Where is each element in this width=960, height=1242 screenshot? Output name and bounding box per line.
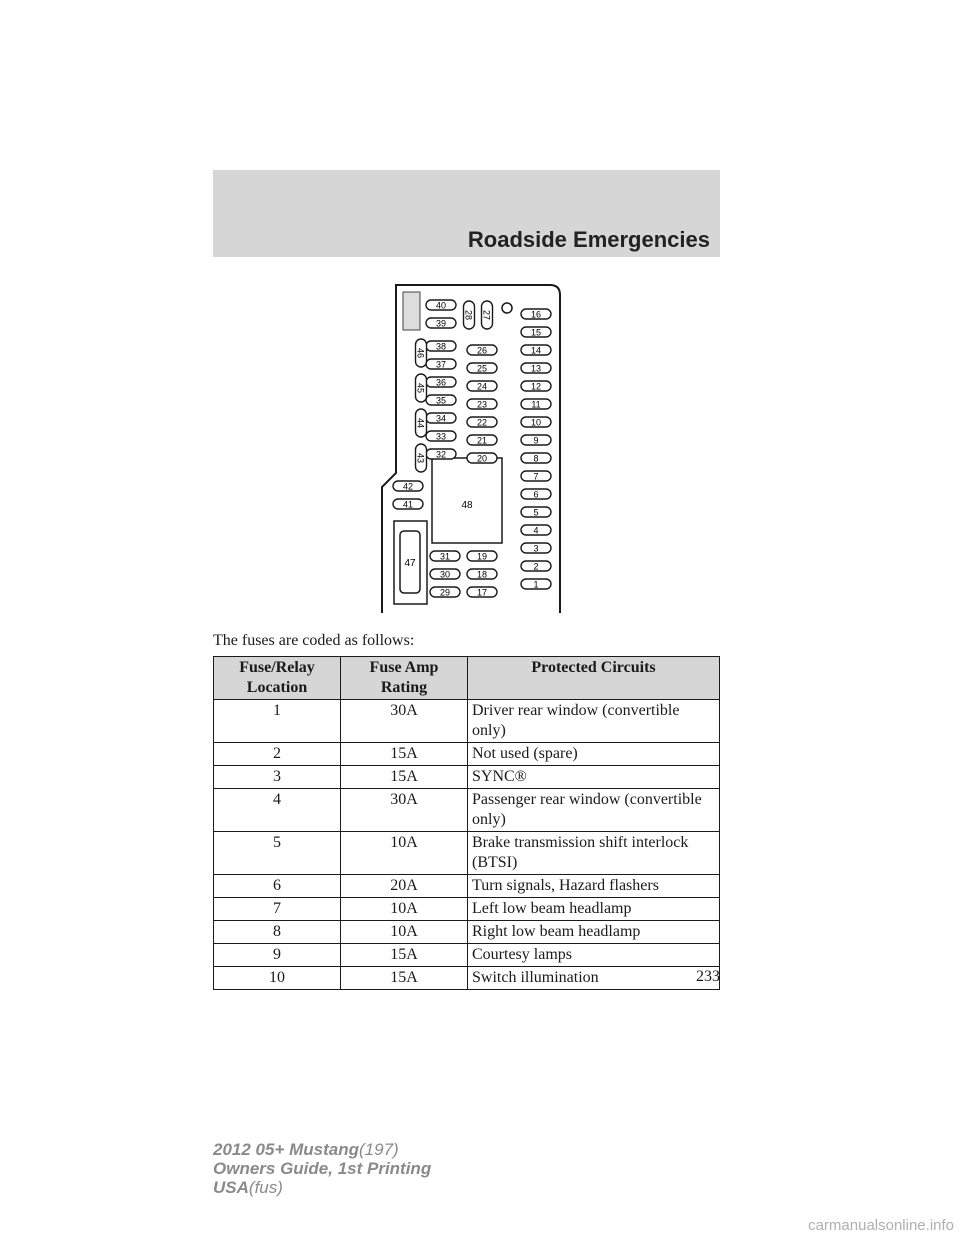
fuse-13 xyxy=(521,363,551,374)
svg-text:14: 14 xyxy=(530,345,542,356)
footer-model-code: (197) xyxy=(359,1140,399,1159)
svg-text:33: 33 xyxy=(435,431,447,442)
table-row xyxy=(214,700,720,743)
fuse-34 xyxy=(426,413,456,424)
svg-text:22: 22 xyxy=(476,417,488,428)
svg-text:4: 4 xyxy=(533,525,539,536)
section-header-band xyxy=(213,170,720,257)
cell-amp-rating: 15A xyxy=(341,743,468,766)
svg-text:13: 13 xyxy=(530,363,542,374)
section-title: Roadside Emergencies xyxy=(467,227,710,252)
fuse-24 xyxy=(467,381,497,392)
svg-text:29: 29 xyxy=(439,587,451,598)
cell-location: 9 xyxy=(214,944,341,967)
svg-text:46: 46 xyxy=(415,347,426,359)
fuse-38 xyxy=(426,341,456,352)
svg-text:35: 35 xyxy=(435,395,447,406)
footer-model: 2012 05+ Mustang xyxy=(213,1140,359,1159)
svg-text:15: 15 xyxy=(530,327,542,338)
svg-text:6: 6 xyxy=(533,489,539,500)
svg-text:40: 40 xyxy=(435,300,447,311)
svg-text:44: 44 xyxy=(415,417,426,429)
fuse-27 xyxy=(482,301,493,329)
fuse-42 xyxy=(393,481,423,492)
locator-hole xyxy=(502,303,512,313)
fuse-30 xyxy=(430,569,460,580)
svg-text:17: 17 xyxy=(476,587,488,598)
cell-protected-circuit: Right low beam headlamp xyxy=(468,921,720,944)
relay-47-label: 47 xyxy=(404,558,416,569)
fuse-26 xyxy=(467,345,497,356)
svg-text:26: 26 xyxy=(476,345,488,356)
cell-protected-circuit: Turn signals, Hazard flashers xyxy=(468,875,720,898)
table-row xyxy=(214,967,720,990)
cell-location: 7 xyxy=(214,898,341,921)
header-location: Fuse/Relay Location xyxy=(214,657,341,700)
svg-text:7: 7 xyxy=(533,471,539,482)
header-protected-circuits: Protected Circuits xyxy=(468,657,720,700)
cell-amp-rating: 10A xyxy=(341,921,468,944)
fuse-21 xyxy=(467,435,497,446)
fuse-41 xyxy=(393,499,423,510)
table-row xyxy=(214,832,720,875)
table-row xyxy=(214,789,720,832)
cell-location: 8 xyxy=(214,921,341,944)
fuse-40 xyxy=(426,300,456,311)
table-row xyxy=(214,766,720,789)
cell-amp-rating: 15A xyxy=(341,967,468,990)
cell-location: 6 xyxy=(214,875,341,898)
fuse-39 xyxy=(426,318,456,329)
document-footer xyxy=(213,1140,431,1197)
svg-text:16: 16 xyxy=(530,309,542,320)
cell-amp-rating: 30A xyxy=(341,700,468,743)
fuse-6 xyxy=(521,489,551,500)
fuse-35 xyxy=(426,395,456,406)
svg-text:19: 19 xyxy=(476,551,488,562)
fuse-5 xyxy=(521,507,551,518)
table-row xyxy=(214,921,720,944)
svg-text:20: 20 xyxy=(476,453,488,464)
svg-text:43: 43 xyxy=(415,452,426,464)
fuse-11 xyxy=(521,399,551,410)
svg-text:37: 37 xyxy=(435,359,447,370)
cell-location: 3 xyxy=(214,766,341,789)
svg-text:2: 2 xyxy=(533,561,539,572)
cell-amp-rating: 20A xyxy=(341,875,468,898)
fuse-10 xyxy=(521,417,551,428)
svg-text:36: 36 xyxy=(435,377,447,388)
fuse-23 xyxy=(467,399,497,410)
footer-market-code: (fus) xyxy=(248,1178,283,1197)
svg-text:32: 32 xyxy=(435,449,447,460)
fuse-layer xyxy=(393,300,551,598)
cell-protected-circuit: Not used (spare) xyxy=(468,743,720,766)
svg-text:38: 38 xyxy=(435,341,447,352)
fuse-9 xyxy=(521,435,551,446)
fuse-1 xyxy=(521,579,551,590)
panel-tab xyxy=(403,292,420,330)
table-row xyxy=(214,875,720,898)
svg-text:8: 8 xyxy=(533,453,539,464)
fuse-32 xyxy=(426,449,456,460)
fuse-28 xyxy=(464,301,475,329)
svg-text:39: 39 xyxy=(435,318,447,329)
svg-text:41: 41 xyxy=(402,499,414,510)
cell-amp-rating: 10A xyxy=(341,898,468,921)
fuse-45 xyxy=(416,374,427,402)
fuse-36 xyxy=(426,377,456,388)
svg-text:12: 12 xyxy=(530,381,542,392)
fuse-17 xyxy=(467,587,497,598)
table-row xyxy=(214,743,720,766)
fuse-43 xyxy=(416,444,427,472)
cell-amp-rating: 10A xyxy=(341,832,468,875)
table-row xyxy=(214,944,720,967)
svg-text:25: 25 xyxy=(476,363,488,374)
svg-text:24: 24 xyxy=(476,381,488,392)
cell-amp-rating: 30A xyxy=(341,789,468,832)
svg-text:42: 42 xyxy=(402,481,414,492)
cell-protected-circuit: Driver rear window (convertible only) xyxy=(468,700,720,743)
footer-guide: Owners Guide, 1st Printing xyxy=(213,1159,432,1178)
fuse-16 xyxy=(521,309,551,320)
cell-location: 1 xyxy=(214,700,341,743)
intro-text: The fuses are coded as follows: xyxy=(213,632,415,649)
cell-protected-circuit: Passenger rear window (convertible only) xyxy=(468,789,720,832)
svg-text:34: 34 xyxy=(435,413,447,424)
footer-market: USA xyxy=(213,1178,249,1197)
table-header-row xyxy=(214,657,720,700)
fuse-4 xyxy=(521,525,551,536)
fuse-panel-diagram xyxy=(370,283,570,615)
svg-text:9: 9 xyxy=(533,435,539,446)
cell-location: 10 xyxy=(214,967,341,990)
cell-protected-circuit: SYNC® xyxy=(468,766,720,789)
fuse-8 xyxy=(521,453,551,464)
cell-protected-circuit: Switch illumination xyxy=(468,967,720,990)
fuse-18 xyxy=(467,569,497,580)
svg-text:21: 21 xyxy=(476,435,488,446)
svg-text:5: 5 xyxy=(533,507,539,518)
fuse-33 xyxy=(426,431,456,442)
cell-location: 5 xyxy=(214,832,341,875)
watermark: carmanualsonline.info xyxy=(808,1217,954,1234)
svg-text:3: 3 xyxy=(533,543,539,554)
svg-text:30: 30 xyxy=(439,569,451,580)
fuse-12 xyxy=(521,381,551,392)
fuse-2 xyxy=(521,561,551,572)
fuse-44 xyxy=(416,409,427,437)
fuse-22 xyxy=(467,417,497,428)
header-amp-rating: Fuse Amp Rating xyxy=(341,657,468,700)
cell-protected-circuit: Courtesy lamps xyxy=(468,944,720,967)
fuse-14 xyxy=(521,345,551,356)
page-number: 233 xyxy=(696,968,720,985)
svg-text:27: 27 xyxy=(481,309,492,321)
fuse-7 xyxy=(521,471,551,482)
svg-text:31: 31 xyxy=(439,551,451,562)
cell-amp-rating: 15A xyxy=(341,944,468,967)
fuse-20 xyxy=(467,453,497,464)
fuse-37 xyxy=(426,359,456,370)
svg-text:28: 28 xyxy=(463,309,474,321)
fuse-46 xyxy=(416,339,427,367)
table-row xyxy=(214,898,720,921)
fuse-25 xyxy=(467,363,497,374)
cell-location: 2 xyxy=(214,743,341,766)
fuse-19 xyxy=(467,551,497,562)
svg-text:11: 11 xyxy=(531,399,541,410)
svg-text:10: 10 xyxy=(530,417,542,428)
fuse-table xyxy=(213,656,720,990)
cell-location: 4 xyxy=(214,789,341,832)
svg-text:18: 18 xyxy=(476,569,488,580)
fuse-3 xyxy=(521,543,551,554)
cell-protected-circuit: Left low beam headlamp xyxy=(468,898,720,921)
cell-amp-rating: 15A xyxy=(341,766,468,789)
svg-text:23: 23 xyxy=(476,399,488,410)
svg-text:45: 45 xyxy=(415,382,426,394)
fuse-29 xyxy=(430,587,460,598)
fuse-15 xyxy=(521,327,551,338)
relay-48-label: 48 xyxy=(461,500,473,511)
svg-text:1: 1 xyxy=(533,579,539,590)
cell-protected-circuit: Brake transmission shift interlock (BTSI) xyxy=(468,832,720,875)
fuse-31 xyxy=(430,551,460,562)
